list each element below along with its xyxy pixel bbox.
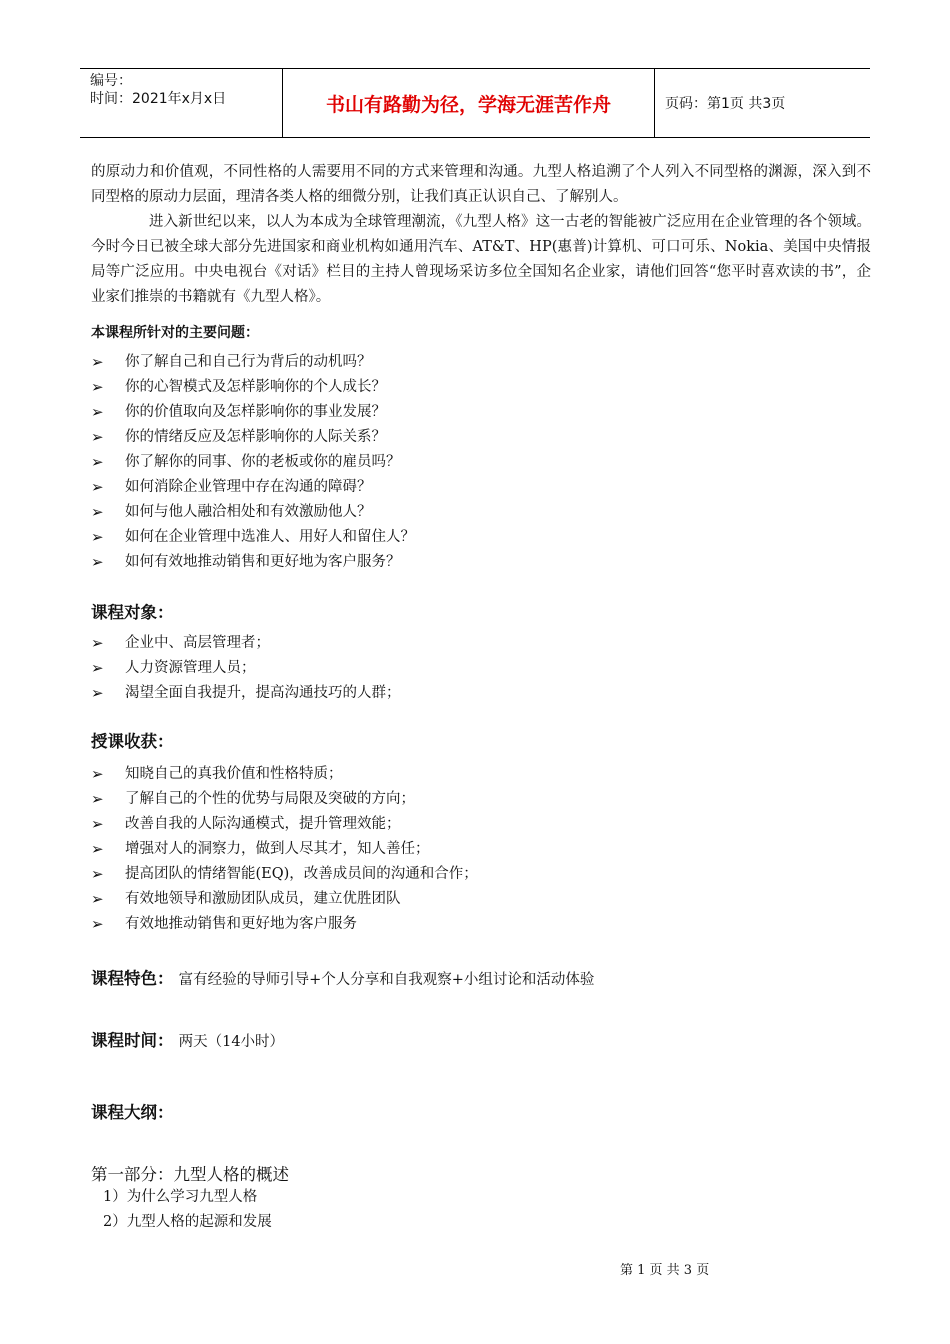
header-meta (80, 69, 283, 137)
arrow-bullet-icon: ➢ (91, 428, 104, 446)
arrow-bullet-icon: ➢ (91, 790, 104, 808)
list-item: ➢ 有效地推动销售和更好地为客户服务 (91, 912, 871, 937)
list-item: ➢ 你了解自己和自己行为背后的动机吗？ (91, 350, 871, 375)
page-footer: 第 1 页 共 3 页 (620, 1263, 710, 1278)
list-item: ➢ 你的心智模式及怎样影响你的个人成长？ (91, 375, 871, 400)
outline-part1-title: 第一部分：九型人格的概述 (91, 1165, 289, 1184)
list-item: ➢ 如何与他人融洽相处和有效激励他人？ (91, 500, 871, 525)
list-item: ➢ 如何消除企业管理中存在沟通的障碍？ (91, 475, 871, 500)
arrow-bullet-icon: ➢ (91, 453, 104, 471)
arrow-bullet-icon: ➢ (91, 815, 104, 833)
arrow-bullet-icon: ➢ (91, 684, 104, 702)
list-item: ➢ 增强对人的洞察力，做到人尽其才，知人善任； (91, 837, 871, 862)
list-item: ➢ 知晓自己的真我价值和性格特质； (91, 762, 871, 787)
arrow-bullet-icon: ➢ (91, 865, 104, 883)
header-page-info: 页码：第1页 共3页 (665, 96, 786, 112)
list-item: ➢ 如何在企业管理中选准人、用好人和留住人？ (91, 525, 871, 550)
arrow-bullet-icon: ➢ (91, 840, 104, 858)
outline-title: 课程大纲： (91, 1103, 174, 1122)
audience-list (91, 631, 871, 706)
list-item: ➢ 如何有效地推动销售和更好地为客户服务？ (91, 550, 871, 575)
page-header (80, 68, 870, 138)
intro-paragraph-1: 的原动力和价值观，不同性格的人需要用不同的方式来管理和沟通。九型人格追溯了个人列入不同型格的渊源，深入到不同型格的原动力层面，理清各类人格的细微分别，让我们真正认识自己、了解别人。 (91, 164, 871, 205)
arrow-bullet-icon: ➢ (91, 378, 104, 396)
list-item: ➢ 有效地领导和激励团队成员，建立优胜团队 (91, 887, 871, 912)
arrow-bullet-icon: ➢ (91, 503, 104, 521)
header-motto: 书山有路勤为径，学海无涯苦作舟 (283, 69, 655, 137)
arrow-bullet-icon: ➢ (91, 528, 104, 546)
list-item: ➢ 你了解你的同事、你的老板或你的雇员吗？ (91, 450, 871, 475)
list-item: ➢ 企业中、高层管理者； (91, 631, 871, 656)
list-item: ➢ 改善自我的人际沟通模式，提升管理效能； (91, 812, 871, 837)
intro-paragraph-2: 进入新世纪以来，以人为本成为全球管理潮流，《九型人格》这一古老的智能被广泛应用在企业管理的各个领域。今时今日已被全球大部分先进国家和商业机构如通用汽车、AT&T、HP(惠普)计算机、可口可乐、Nokia、美国中央情报局等广泛应用。中央电视台《对话》栏目的主持人曾现场采访多位全国知名企业家，请他们回答“您平时喜欢读的书”，企业家们推崇的书籍就有《九型人格》。 (91, 214, 871, 305)
list-item: ➢ 人力资源管理人员； (91, 656, 871, 681)
outline-item: 2）九型人格的起源和发展 (103, 1214, 272, 1230)
time-label: 时间：2021年x月x日 (90, 91, 227, 107)
arrow-bullet-icon: ➢ (91, 553, 104, 571)
list-item: ➢ 提高团队的情绪智能(EQ)，改善成员间的沟通和合作； (91, 862, 871, 887)
number-label: 编号： (90, 73, 132, 89)
duration-title: 课程时间： (91, 1031, 174, 1050)
arrow-bullet-icon: ➢ (91, 478, 104, 496)
features-row (91, 965, 871, 989)
questions-list (91, 350, 871, 575)
arrow-bullet-icon: ➢ (91, 353, 104, 371)
arrow-bullet-icon: ➢ (91, 890, 104, 908)
list-item: ➢ 了解自己的个性的优势与局限及突破的方向； (91, 787, 871, 812)
document-body (91, 160, 871, 1235)
gains-list (91, 762, 871, 937)
questions-title: 本课程所针对的主要问题： (91, 325, 259, 341)
arrow-bullet-icon: ➢ (91, 659, 104, 677)
duration-value: 两天（14小时） (178, 1034, 285, 1050)
features-value: 富有经验的导师引导+个人分享和自我观察+小组讨论和活动体验 (178, 972, 595, 988)
duration-row (91, 1027, 871, 1051)
arrow-bullet-icon: ➢ (91, 915, 104, 933)
arrow-bullet-icon: ➢ (91, 403, 104, 421)
arrow-bullet-icon: ➢ (91, 765, 104, 783)
arrow-bullet-icon: ➢ (91, 634, 104, 652)
list-item: ➢ 渴望全面自我提升，提高沟通技巧的人群； (91, 681, 871, 706)
gains-title: 授课收获： (91, 732, 174, 751)
list-item: ➢ 你的价值取向及怎样影响你的事业发展？ (91, 400, 871, 425)
list-item: ➢ 你的情绪反应及怎样影响你的人际关系？ (91, 425, 871, 450)
audience-title: 课程对象： (91, 603, 174, 622)
outline-item: 1）为什么学习九型人格 (103, 1189, 258, 1205)
features-title: 课程特色： (91, 969, 174, 988)
